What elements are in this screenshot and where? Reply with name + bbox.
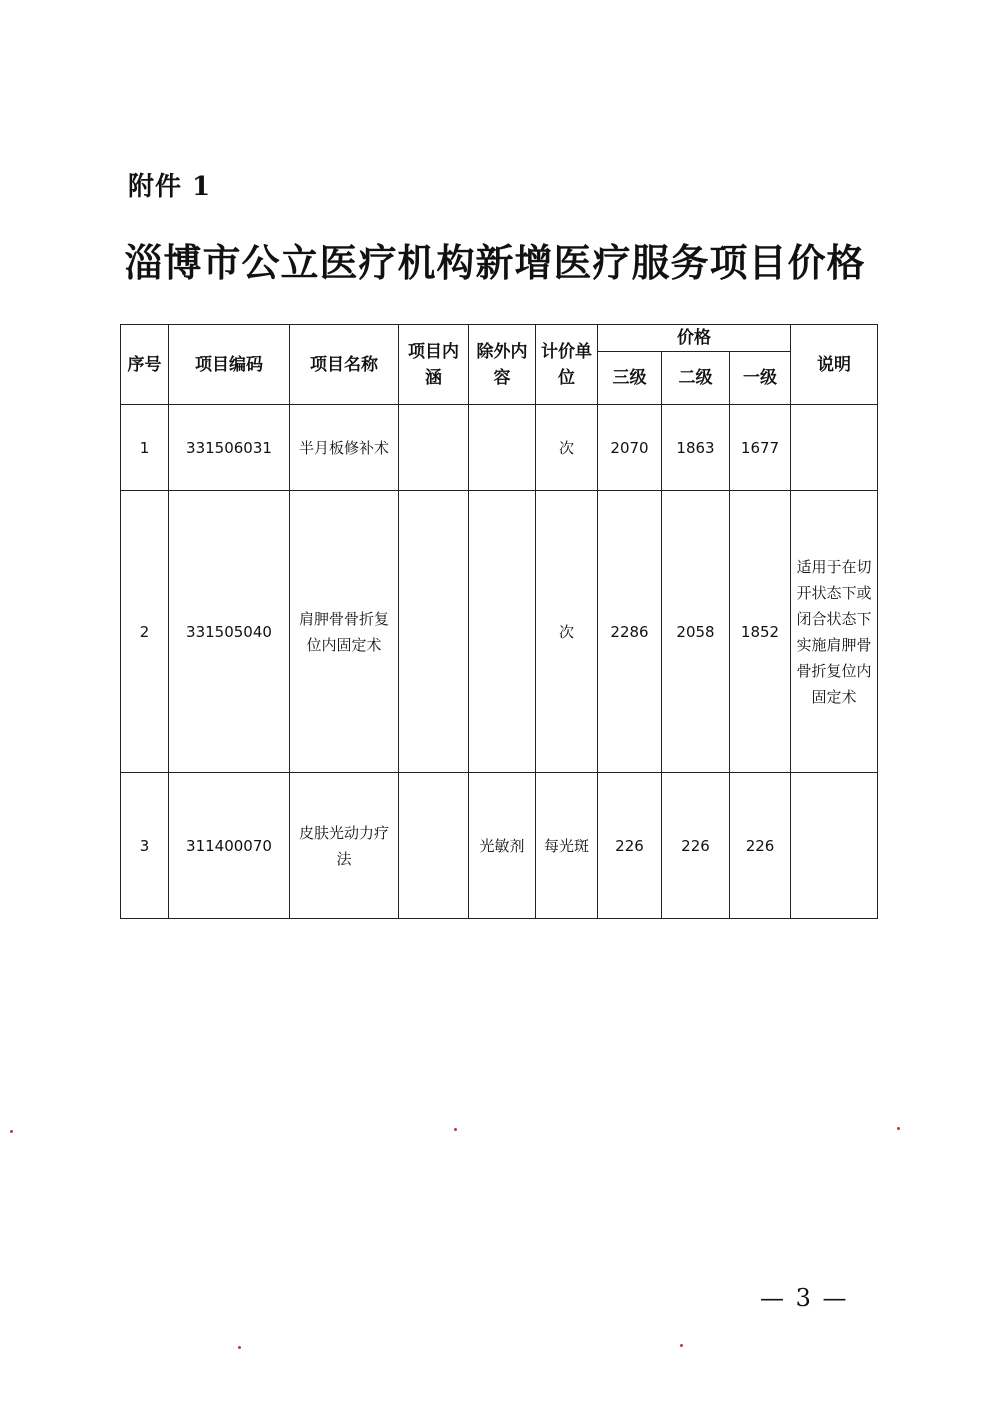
cell-excluded: 光敏剂 bbox=[469, 773, 536, 919]
cell-seq: 1 bbox=[121, 405, 169, 491]
page-number: — 3 — bbox=[760, 1284, 849, 1312]
scan-speck bbox=[897, 1127, 900, 1130]
header-note: 说明 bbox=[791, 325, 878, 405]
price-table bbox=[120, 324, 878, 919]
header-excluded: 除外内容 bbox=[469, 325, 536, 405]
table-row bbox=[121, 773, 878, 919]
cell-note bbox=[791, 405, 878, 491]
table-row bbox=[121, 405, 878, 491]
header-price-level-1: 一级 bbox=[730, 352, 791, 405]
header-price-level-3: 三级 bbox=[598, 352, 662, 405]
cell-price-level-3: 2286 bbox=[598, 491, 662, 773]
header-content: 项目内涵 bbox=[399, 325, 469, 405]
annex-label: 附件 1 bbox=[128, 172, 212, 202]
cell-code: 311400070 bbox=[169, 773, 290, 919]
cell-note: 适用于在切开状态下或闭合状态下实施肩胛骨骨折复位内固定术 bbox=[791, 491, 878, 773]
cell-unit: 次 bbox=[536, 491, 598, 773]
cell-price-level-2: 226 bbox=[662, 773, 730, 919]
cell-content bbox=[399, 405, 469, 491]
cell-excluded bbox=[469, 491, 536, 773]
cell-price-level-3: 226 bbox=[598, 773, 662, 919]
scan-speck bbox=[680, 1344, 683, 1347]
cell-unit: 每光斑 bbox=[536, 773, 598, 919]
header-price-group: 价格 bbox=[598, 325, 791, 352]
cell-price-level-2: 2058 bbox=[662, 491, 730, 773]
page-title: 淄博市公立医疗机构新增医疗服务项目价格 bbox=[124, 240, 866, 285]
cell-name: 肩胛骨骨折复位内固定术 bbox=[290, 491, 399, 773]
scan-speck bbox=[238, 1346, 241, 1349]
cell-name: 皮肤光动力疗法 bbox=[290, 773, 399, 919]
cell-code: 331506031 bbox=[169, 405, 290, 491]
cell-seq: 2 bbox=[121, 491, 169, 773]
table-row bbox=[121, 491, 878, 773]
cell-seq: 3 bbox=[121, 773, 169, 919]
cell-price-level-1: 1677 bbox=[730, 405, 791, 491]
cell-note bbox=[791, 773, 878, 919]
cell-excluded bbox=[469, 405, 536, 491]
cell-price-level-3: 2070 bbox=[598, 405, 662, 491]
cell-price-level-2: 1863 bbox=[662, 405, 730, 491]
header-price-level-2: 二级 bbox=[662, 352, 730, 405]
scan-speck bbox=[454, 1128, 457, 1131]
cell-content bbox=[399, 773, 469, 919]
header-code: 项目编码 bbox=[169, 325, 290, 405]
cell-price-level-1: 1852 bbox=[730, 491, 791, 773]
header-seq: 序号 bbox=[121, 325, 169, 405]
cell-unit: 次 bbox=[536, 405, 598, 491]
cell-name: 半月板修补术 bbox=[290, 405, 399, 491]
cell-code: 331505040 bbox=[169, 491, 290, 773]
header-name: 项目名称 bbox=[290, 325, 399, 405]
cell-price-level-1: 226 bbox=[730, 773, 791, 919]
cell-content bbox=[399, 491, 469, 773]
table-header-row bbox=[121, 325, 878, 352]
scan-speck bbox=[10, 1130, 13, 1133]
header-unit: 计价单位 bbox=[536, 325, 598, 405]
